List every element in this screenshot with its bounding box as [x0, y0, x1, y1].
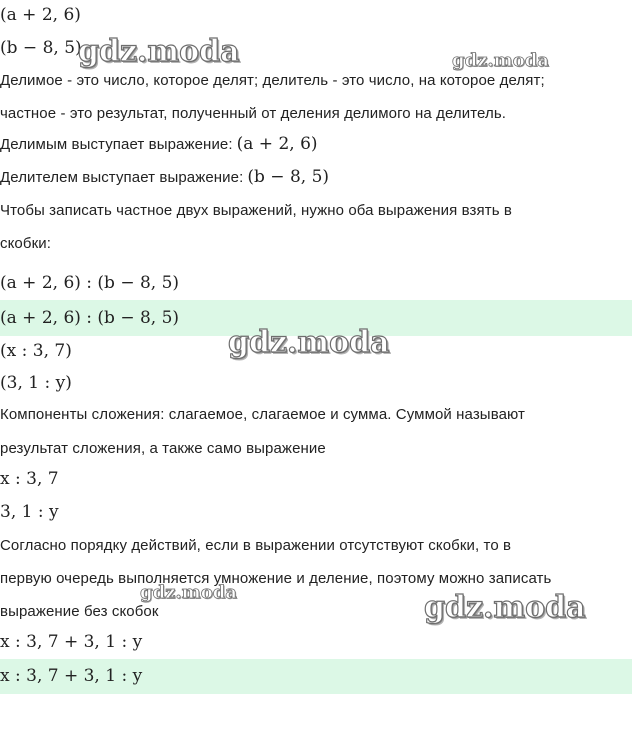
expression-y-plain: 3, 1 : y [0, 502, 59, 522]
sum-expression: x : 3, 7 + 3, 1 : y [0, 632, 143, 652]
watermark-logo: gdz.moda [140, 582, 237, 603]
expression-x: (x : 3, 7) [0, 341, 72, 361]
definition-line-1: Делимое - это число, которое делят; делитель - это число, на которое делят; [0, 72, 545, 89]
expression-x-plain: x : 3, 7 [0, 469, 59, 489]
watermark-logo: gdz.moda [78, 34, 240, 69]
divisor-line [0, 167, 329, 187]
sum-explanation-line-2: результат сложения, а также само выражение [0, 440, 326, 457]
dividend-label: Делимым выступает выражение: [0, 136, 233, 153]
dividend-expression: (a + 2, 6) [236, 134, 318, 154]
sum-explanation-line-1: Компоненты сложения: слагаемое, слагаемое и сумма. Суммой называют [0, 406, 526, 423]
divisor-expression: (b − 8, 5) [247, 167, 330, 187]
quotient-explanation-line-1: Чтобы записать частное двух выражений, нужно оба выражения взять в [0, 202, 512, 219]
quotient-explanation-line-2: скобки: [0, 235, 51, 252]
expression-b: (b − 8, 5) [0, 38, 82, 58]
quotient-answer: (a + 2, 6) : (b − 8, 5) [0, 308, 180, 328]
divisor-label: Делителем выступает выражение: [0, 169, 244, 186]
dividend-line [0, 134, 318, 154]
quotient-expression: (a + 2, 6) : (b − 8, 5) [0, 273, 180, 293]
expression-y: (3, 1 : y) [0, 373, 72, 393]
order-explanation-line-1: Согласно порядку действий, если в выражении отсутствуют скобки, то в [0, 537, 512, 554]
order-explanation-line-3: выражение без скобок [0, 603, 159, 620]
order-explanation-line-2: первую очередь выполняется умножение и деление, поэтому можно записать [0, 570, 552, 587]
sum-answer: x : 3, 7 + 3, 1 : y [0, 666, 143, 686]
expression-a: (a + 2, 6) [0, 5, 81, 25]
watermark-logo: gdz.moda [424, 590, 586, 625]
watermark-logo: gdz.moda [452, 50, 549, 71]
definition-line-2: частное - это результат, полученный от деления делимого на делитель. [0, 105, 507, 122]
watermark-logo: gdz.moda [228, 325, 390, 360]
